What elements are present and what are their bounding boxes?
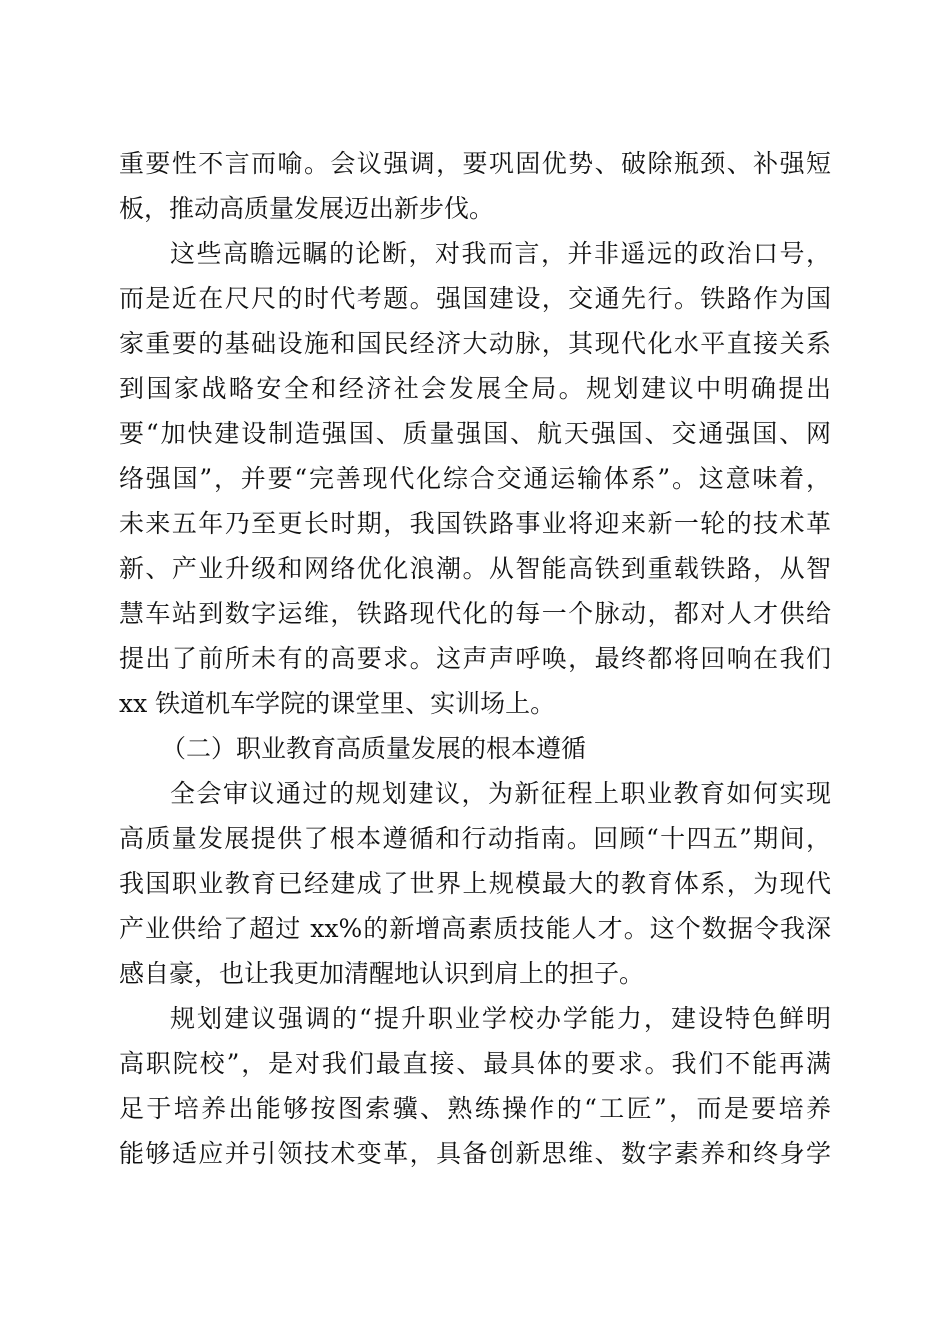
paragraph-3-line-2: 高质量发展提供了根本遵循和行动指南。回顾“十四五”期间，	[119, 824, 831, 853]
paragraph-2-line-11: xx 铁道机车学院的课堂里、实训场上。	[119, 689, 556, 718]
paragraph-2-line-3: 家重要的基础设施和国民经济大动脉，其现代化水平直接关系	[119, 329, 831, 358]
paragraph-2-line-6: 络强国”，并要“完善现代化综合交通运输体系”。这意味着，	[119, 464, 831, 493]
paragraph-4-line-2: 高职院校”，是对我们最直接、最具体的要求。我们不能再满	[119, 1049, 831, 1078]
paragraph-1-line-2: 板，推动高质量发展迈出新步伐。	[119, 194, 495, 223]
paragraph-3-line-5: 感自豪，也让我更加清醒地认识到肩上的担子。	[119, 959, 645, 988]
paragraph-3-line-3: 我国职业教育已经建成了世界上规模最大的教育体系，为现代	[119, 869, 831, 898]
paragraph-4-line-1: 规划建议强调的“提升职业学校办学能力，建设特色鲜明	[170, 1004, 831, 1033]
paragraph-2-line-5: 要“加快建设制造强国、质量强国、航天强国、交通强国、网	[119, 419, 831, 448]
paragraph-2-line-8: 新、产业升级和网络优化浪潮。从智能高铁到重载铁路，从智	[119, 554, 831, 583]
paragraph-4-line-4: 能够适应并引领技术变革，具备创新思维、数字素养和终身学	[119, 1139, 831, 1168]
paragraph-3-line-1: 全会审议通过的规划建议，为新征程上职业教育如何实现	[170, 779, 831, 808]
paragraph-2-line-10: 提出了前所未有的高要求。这声声呼唤，最终都将回响在我们	[119, 644, 831, 673]
paragraph-2-line-9: 慧车站到数字运维，铁路现代化的每一个脉动，都对人才供给	[119, 599, 831, 628]
section-heading: （二）职业教育高质量发展的根本遵循	[161, 734, 587, 763]
paragraph-2-line-1: 这些高瞻远瞩的论断，对我而言，并非遥远的政治口号，	[170, 239, 831, 268]
paragraph-2-line-7: 未来五年乃至更长时期，我国铁路事业将迎来新一轮的技术革	[119, 509, 831, 538]
paragraph-3-line-4: 产业供给了超过 xx%的新增高素质技能人才。这个数据令我深	[119, 914, 831, 943]
paragraph-2-line-2: 而是近在尺尺的时代考题。强国建设，交通先行。铁路作为国	[119, 284, 831, 313]
paragraph-1-line-1: 重要性不言而喻。会议强调，要巩固优势、破除瓶颈、补强短	[119, 149, 831, 178]
paragraph-4-line-3: 足于培养出能够按图索骥、熟练操作的“工匠”，而是要培养	[119, 1094, 831, 1123]
paragraph-2-line-4: 到国家战略安全和经济社会发展全局。规划建议中明确提出	[119, 374, 831, 403]
